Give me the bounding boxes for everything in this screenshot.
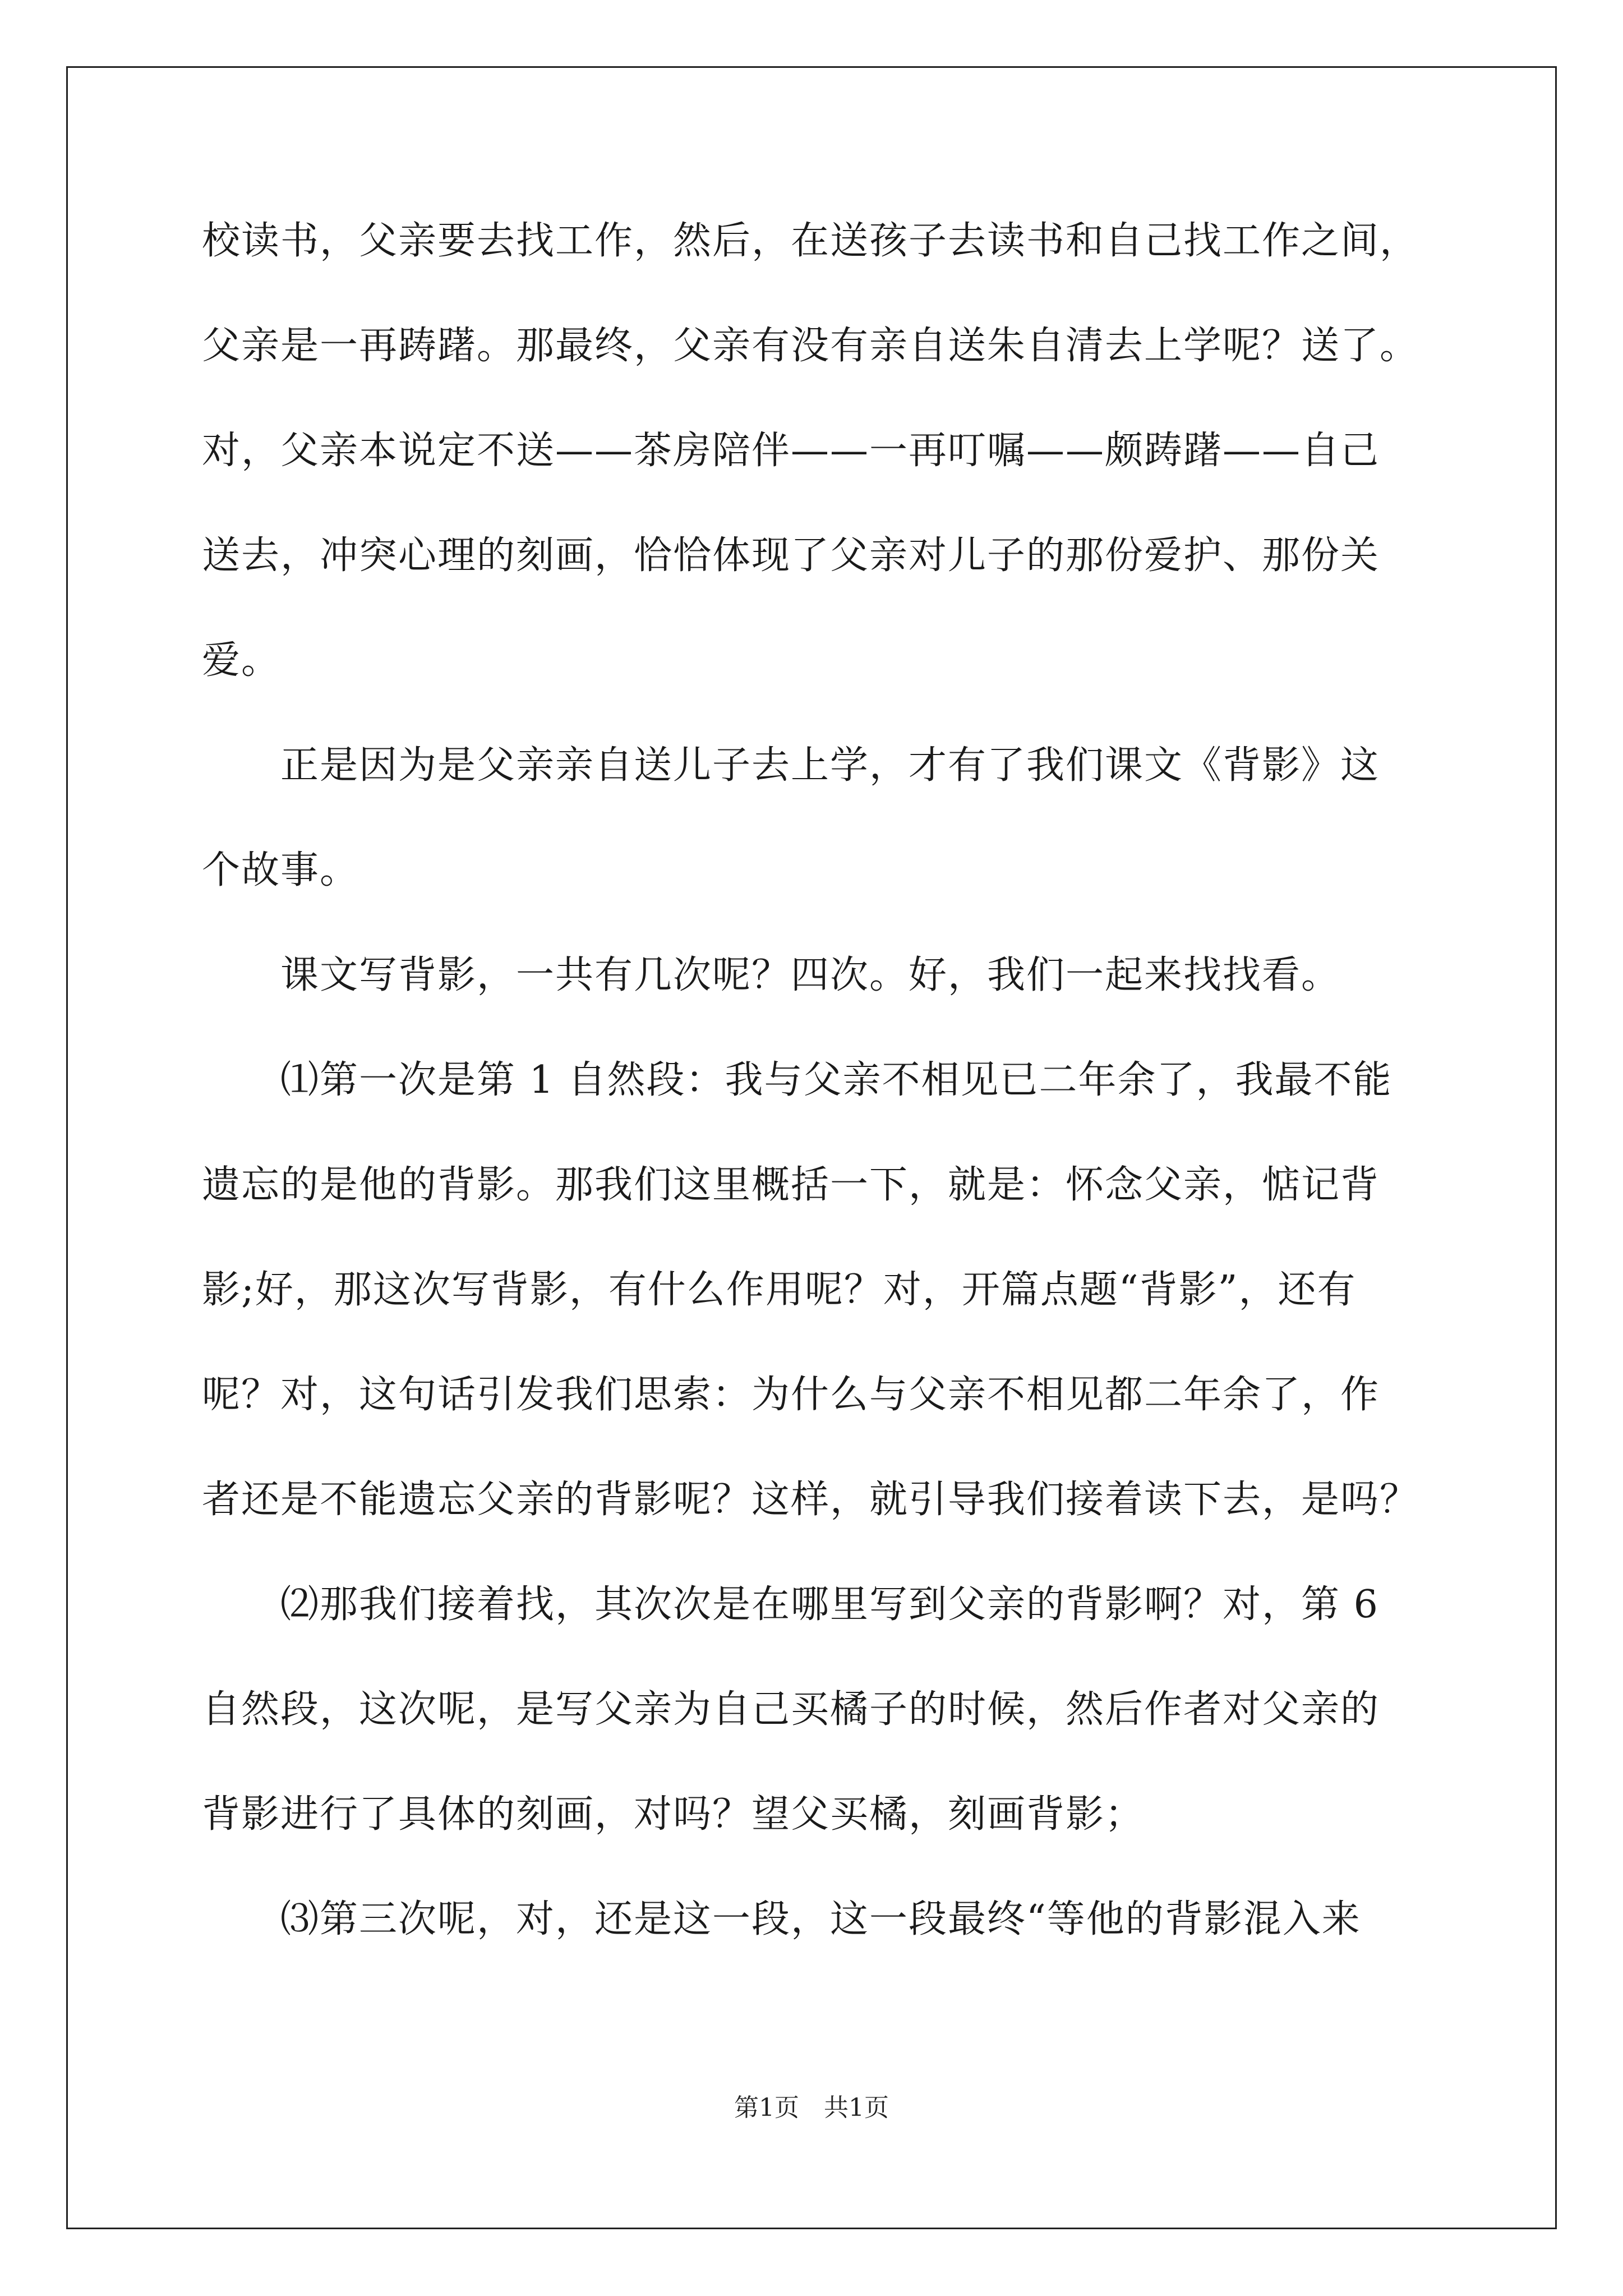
text-line: 呢？对，这句话引发我们思索：为什么与父亲不相见都二年余了，作 (202, 1373, 1380, 1417)
paragraph-start-line: 正是因为是父亲亲自送儿子去上学，才有了我们课文《背影》这 (280, 743, 1380, 788)
text-line: 父亲是一再踌躇。那最终，父亲有没有亲自送朱自清去上学呢？送了。 (202, 324, 1419, 368)
text-line: 个故事。 (202, 848, 359, 892)
paragraph-start-line: ⑶第三次呢，对，还是这一段，这一段最终“等他的背影混入来 (280, 1897, 1361, 1941)
paragraph-start-line: 课文写背影，一共有几次呢？四次。好，我们一起来找找看。 (280, 953, 1341, 997)
text-line: 自然段，这次呢，是写父亲为自己买橘子的时候，然后作者对父亲的 (202, 1687, 1380, 1732)
text-line: 爱。 (202, 638, 281, 683)
text-line: 遗忘的是他的背影。那我们这里概括一下，就是：怀念父亲，惦记背 (202, 1163, 1380, 1207)
text-line: 背影进行了具体的刻画，对吗？望父买橘，刻画背影； (202, 1792, 1145, 1837)
text-line: 校读书，父亲要去找工作，然后，在送孩子去读书和自己找工作之间， (202, 219, 1419, 263)
page-footer: 第1页 共1页 (734, 2093, 889, 2122)
paragraph-start-line: ⑵那我们接着找，其次次是在哪里写到父亲的背影啊？对，第 6 (280, 1582, 1379, 1627)
paragraph-start-line: ⑴第一次是第 1 自然段：我与父亲不相见已二年余了，我最不能 (280, 1058, 1393, 1102)
text-line: 对，父亲本说定不送——茶房陪伴——一再叮嘱——颇踌躇——自己 (202, 429, 1380, 473)
text-line: 影;好，那这次写背影，有什么作用呢？对，开篇点题“背影”，还有 (202, 1268, 1357, 1312)
text-line: 送去，冲突心理的刻画，恰恰体现了父亲对儿子的那份爱护、那份关 (202, 533, 1380, 578)
text-line: 者还是不能遗忘父亲的背影呢？这样，就引导我们接着读下去，是吗？ (202, 1478, 1419, 1522)
